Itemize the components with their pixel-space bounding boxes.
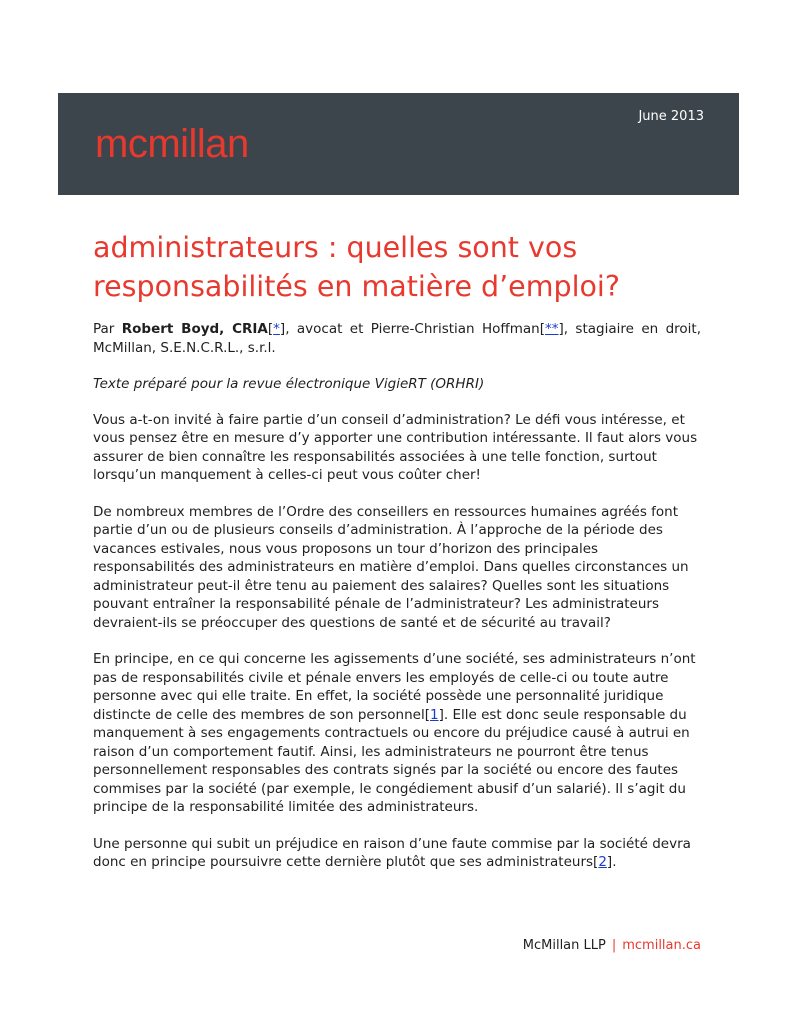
paragraph-4-text-cont: . [612,854,617,870]
page-footer [523,938,701,953]
byline-middle: , avocat et Pierre-Christian Hoffman [285,321,540,337]
publication-date: June 2013 [638,109,704,124]
article-body [93,320,701,890]
paragraph-2: De nombreux membres de l’Ordre des conseillers en ressources humaines agréés font partie d’un ou de plusieurs conseils d’administration. À l’approche de la période des vacances estivales, nous vous proposons un tour d’horizon des principales responsabilités des administrateurs en matière d’emploi. Dans quelles circonstances un administrateur peut-il être tenu au paiement des salaires? Quelles sont les situations pouvant entraîner la responsabilité pénale de l’administrateur? Les administrateurs devraient-ils se préoccuper des questions de santé et de sécurité au travail? [93,503,689,631]
byline-suffix: , stagiaire en droit, McMillan, S.E.N.C.R.L., s.r.l. [93,321,701,356]
publication-note: Texte préparé pour la revue électronique VigieRT (ORHRI) [93,376,485,392]
byline-prefix: Par [93,321,122,337]
ref-bracket-close: ] [558,321,564,337]
footnote-link-author2[interactable]: ** [544,321,559,337]
ref-bracket-open: [ [267,321,274,337]
footnote-link-1[interactable]: 1 [430,706,439,723]
mcmillan-logo: mcmillan [95,122,249,166]
paragraph-4: Une personne qui subit un préjudice en raison d’une faute commise par la société devra donc en principe poursuivre cette dernière plutôt que ses administrateurs[2]. [93,835,691,870]
ref-bracket-close: ] [279,321,286,337]
article-title: administrateurs : quelles sont vos responsabilités en matière d’emploi? [93,231,620,303]
footnote-link-author1[interactable]: * [273,321,280,337]
ref-bracket-open: [ [539,321,545,337]
paragraph-4-text: Une personne qui subit un préjudice en raison d’une faute commise par la société devra donc en principe poursuivre cette dernière plutôt que ses administrateurs [93,835,691,870]
author-name: Robert Boyd, CRIA [121,321,268,337]
footer-company: McMillan LLP [522,938,606,953]
paragraph-3: En principe, en ce qui concerne les agissements d’une société, ses administrateurs n’ont pas de responsabilités civile et pénale envers les employés de celle-ci ou toute autre personne avec qui elle traite. En effet, la société possède une personnalité juridique distincte de celle des membres de son personnel[1]. Elle est donc seule responsable du manquement à ses engagements contractuels ou encore du préjudice causé à autrui en raison d’un comportement fautif. Ainsi, les administrateurs ne pourront être tenus personnellement responsables des contrats signés par la société ou encore des fautes commises par la société (par exemple, le congédiement abusif d’un salarié). Il s’agit du principe de la responsabilité limitée des administrateurs. [93,651,696,815]
header-band [58,93,739,195]
paragraph-3-text: En principe, en ce qui concerne les agissements d’une société, ses administrateurs n’ont pas de responsabilités civile et pénale envers les employés de celle-ci ou toute autre personne avec qui elle traite. En effet, la société possède une personnalité juridique distincte de celle des membres de son personnel [93,651,696,723]
paragraph-3-text-cont: . Elle est donc seule responsable du manquement à ses engagements contractuels ou encore du préjudice causé à autrui en raison d’un comportement fautif. Ainsi, les administrateurs ne pourront être tenus personnellement responsables des contrats signés par la société ou encore des fautes commises par la société (par exemple, le congédiement abusif d’un salarié). Il s’agit du principe de la responsabilité limitée des administrateurs. [93,706,690,815]
byline [93,320,701,357]
footer-website[interactable]: mcmillan.ca [622,938,701,953]
footer-separator: | [611,938,617,953]
footnote-link-2[interactable]: 2 [598,854,607,870]
paragraph-1: Vous a-t-on invité à faire partie d’un conseil d’administration? Le défi vous intéresse, et vous pensez être en mesure d’y apporter une contribution intéressante. Il faut alors vous assurer de bien connaître les responsabilités associées à une telle fonction, surtout lorsqu’un manquement à celles-ci peut vous coûter cher! [93,411,698,483]
